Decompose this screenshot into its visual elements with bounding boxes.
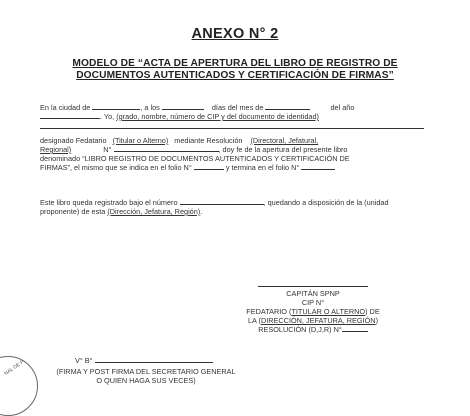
para1-line-3 bbox=[40, 136, 318, 145]
para2-text: Este libro queda registrado bajo el número bbox=[40, 198, 178, 207]
vb-label bbox=[75, 356, 213, 365]
blank-folio-start bbox=[194, 163, 224, 170]
sig-rank: CAPITÁN SPNP bbox=[286, 289, 340, 298]
para1-text: , doy fe de la apertura del presente libro bbox=[218, 145, 348, 154]
para1-text: , a los bbox=[140, 103, 160, 112]
sig-instruction: DIRECCIÓN, JEFATURA, REGIÓN bbox=[260, 316, 376, 325]
para1-line-6 bbox=[40, 163, 335, 172]
para1-instruction: (grado, nombre, número de CIP y del documento de identidad) bbox=[116, 112, 319, 121]
sig-text: LA ( bbox=[247, 316, 261, 325]
para1-text: del año bbox=[330, 103, 355, 112]
seal-text: NAL DE P bbox=[3, 359, 26, 377]
signature-line-left bbox=[95, 356, 213, 363]
sig-text: FEDATARIO ( bbox=[246, 307, 292, 316]
secretary-signature-line-2: O QUIEN HAGA SUS VECES) bbox=[96, 376, 196, 385]
signature-line-right bbox=[258, 286, 368, 287]
para1-text: días del mes de bbox=[211, 103, 264, 112]
sig-instruction: TITULAR O ALTERNO bbox=[291, 307, 366, 316]
para1-line-1 bbox=[40, 103, 354, 112]
para2-line-2 bbox=[40, 207, 202, 216]
para1-text: mediante Resolución bbox=[174, 136, 243, 145]
sig-text: ) bbox=[375, 316, 379, 325]
sig-text: RESOLUCIÓN (D,J,R) N° bbox=[258, 325, 342, 334]
blank-folio-end bbox=[301, 163, 335, 170]
para1-line-5: denominado “LIBRO REGISTRO DE DOCUMENTOS AUTENTICADOS Y CERTIFICACIÓN DE bbox=[40, 154, 350, 163]
para2-text: , quedando a disposición de la (unidad bbox=[263, 198, 389, 207]
para1-line-4 bbox=[40, 145, 348, 154]
sig-resolution bbox=[238, 325, 388, 334]
blank-registry-number bbox=[180, 198, 264, 205]
vb-text: V° B° bbox=[75, 356, 93, 365]
sig-office bbox=[228, 316, 398, 325]
sig-fedatario bbox=[228, 307, 398, 316]
blank-year bbox=[40, 112, 100, 119]
para1-text: FIRMAS”, el mismo que se indica en el folio N° bbox=[40, 163, 192, 172]
subtitle-line-2: DOCUMENTOS AUTENTICADOS Y CERTIFICACIÓN DE FIRMAS” bbox=[76, 70, 394, 81]
sig-text: ) DE bbox=[365, 307, 380, 316]
document-title: ANEXO N° 2 bbox=[191, 26, 279, 42]
secretary-signature-line-1: (FIRMA Y POST FIRMA DEL SECRETARIO GENERAL bbox=[56, 367, 236, 376]
para1-instruction: (Titular o Alterno) bbox=[112, 136, 169, 145]
para2-text: proponente) de esta bbox=[40, 207, 106, 216]
blank-sig-resolution bbox=[342, 325, 368, 332]
para1-text: N° bbox=[103, 145, 112, 154]
blank-month bbox=[265, 103, 310, 110]
fill-line bbox=[40, 128, 424, 129]
para2-line-1 bbox=[40, 198, 389, 207]
para1-instruction: Regional) bbox=[40, 145, 72, 154]
blank-day bbox=[162, 103, 204, 110]
para2-instruction: (Dirección, Jefatura, Región) bbox=[107, 207, 201, 216]
sig-cip: CIP N° bbox=[301, 298, 325, 307]
para1-text: . Yo, bbox=[100, 112, 115, 121]
blank-city bbox=[92, 103, 140, 110]
para1-instruction: (Directoral, Jefatural, bbox=[250, 136, 319, 145]
para2-text: . bbox=[200, 207, 203, 216]
para1-text: En la ciudad de bbox=[40, 103, 91, 112]
para1-line-2 bbox=[40, 112, 319, 121]
para1-text: designado Fedatario bbox=[40, 136, 107, 145]
subtitle-line-1: MODELO DE “ACTA DE APERTURA DEL LIBRO DE REGISTRO DE bbox=[72, 58, 398, 69]
blank-resolution bbox=[114, 145, 219, 152]
para1-text: y termina en el folio N° bbox=[225, 163, 300, 172]
